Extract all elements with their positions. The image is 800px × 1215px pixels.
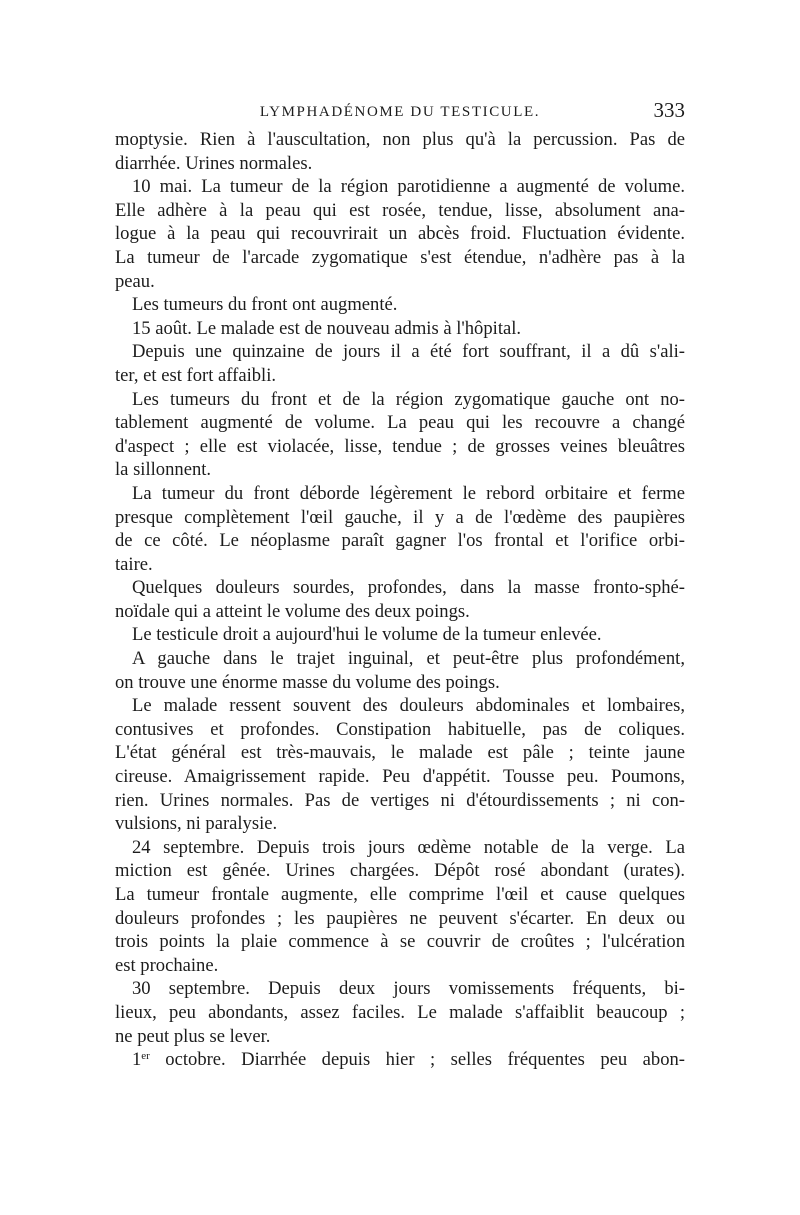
text-line: logue à la peau qui recouvrirait un abcès froid. Fluctuation évidente. bbox=[115, 223, 685, 245]
text-line: 30 septembre. Depuis deux jours vomissements fréquents, bi- bbox=[132, 978, 685, 1000]
text-line: de ce côté. Le néoplasme paraît gagner l'os frontal et l'orifice orbi- bbox=[115, 530, 685, 552]
text-line: diarrhée. Urines normales. bbox=[115, 152, 313, 174]
text-line: 10 mai. La tumeur de la région parotidienne a augmenté de volume. bbox=[132, 176, 685, 198]
text-line: A gauche dans le trajet inguinal, et peut-être plus profondément, bbox=[132, 648, 685, 670]
running-header bbox=[115, 98, 685, 126]
text-line: moptysie. Rien à l'auscultation, non plus qu'à la percussion. Pas de bbox=[115, 129, 685, 150]
text-line: Depuis une quinzaine de jours il a été fort souffrant, il a dû s'ali- bbox=[132, 341, 685, 363]
text-line: rien. Urines normales. Pas de vertiges ni d'étourdissements ; ni con- bbox=[115, 789, 685, 811]
text-line: est prochaine. bbox=[115, 954, 219, 976]
text-line: Les tumeurs du front ont augmenté. bbox=[132, 294, 398, 316]
text-line: tablement augmenté de volume. La peau qui les recouvre a changé bbox=[115, 412, 685, 434]
page-number: 333 bbox=[653, 98, 685, 122]
text-line: Quelques douleurs sourdes, profondes, dans la masse fronto-sphé- bbox=[132, 577, 685, 599]
text-line: Les tumeurs du front et de la région zygomatique gauche ont no- bbox=[132, 388, 685, 410]
text-line: La tumeur du front déborde légèrement le rebord orbitaire et ferme bbox=[132, 482, 685, 504]
text-line: lieux, peu abondants, assez faciles. Le malade s'affaiblit beaucoup ; bbox=[115, 1001, 685, 1023]
text-line bbox=[115, 1048, 685, 1072]
text-line: Le malade ressent souvent des douleurs abdominales et lombaires, bbox=[132, 695, 685, 717]
text-line: ne peut plus se lever. bbox=[115, 1025, 271, 1047]
text-line: douleurs profondes ; les paupières ne peuvent s'écarter. En deux ou bbox=[115, 907, 685, 929]
text-line: La tumeur frontale augmente, elle comprime l'œil et cause quelques bbox=[115, 884, 685, 905]
text-line: cireuse. Amaigrissement rapide. Peu d'appétit. Tousse peu. Poumons, bbox=[115, 766, 685, 788]
text-line: on trouve une énorme masse du volume des poings. bbox=[115, 671, 500, 693]
text-line: ter, et est fort affaibli. bbox=[115, 364, 277, 386]
text-line: taire. bbox=[115, 553, 153, 575]
text-line: L'état général est très-mauvais, le malade est pâle ; teinte jaune bbox=[115, 742, 685, 764]
text-line: noïdale qui a atteint le volume des deux poings. bbox=[115, 600, 470, 622]
text-line: La tumeur de l'arcade zygomatique s'est étendue, n'adhère pas à la bbox=[115, 246, 685, 268]
body-text bbox=[115, 128, 685, 1072]
text-line: contusives et profondes. Constipation habituelle, pas de coliques. bbox=[115, 718, 685, 740]
running-title: LYMPHADÉNOME DU TESTICULE. bbox=[259, 104, 541, 120]
text-line: presque complètement l'œil gauche, il y a de l'œdème des paupières bbox=[115, 506, 685, 528]
text-line: 24 septembre. Depuis trois jours œdème notable de la verge. La bbox=[132, 836, 685, 858]
text-line: trois points la plaie commence à se couvrir de croûtes ; l'ulcération bbox=[115, 931, 685, 953]
text-line: peau. bbox=[115, 270, 155, 292]
text-line: miction est gênée. Urines chargées. Dépôt rosé abondant (urates). bbox=[115, 860, 685, 882]
text-line: la sillonnent. bbox=[115, 459, 212, 481]
text-line: vulsions, ni paralysie. bbox=[115, 813, 278, 835]
ordinal-number: 1 bbox=[132, 1049, 142, 1071]
text-line: 15 août. Le malade est de nouveau admis à l'hôpital. bbox=[132, 317, 522, 339]
text-line: d'aspect ; elle est violacée, lisse, tendue ; de grosses veines bleuâtres bbox=[115, 435, 685, 457]
ordinal-suffix: er bbox=[141, 1050, 150, 1063]
line-rest: octobre. Diarrhée depuis hier ; selles fréquentes peu abon- bbox=[149, 1049, 685, 1071]
text-line: Elle adhère à la peau qui est rosée, tendue, lisse, absolument ana- bbox=[115, 199, 685, 221]
text-line: Le testicule droit a aujourd'hui le volume de la tumeur enlevée. bbox=[132, 624, 602, 646]
